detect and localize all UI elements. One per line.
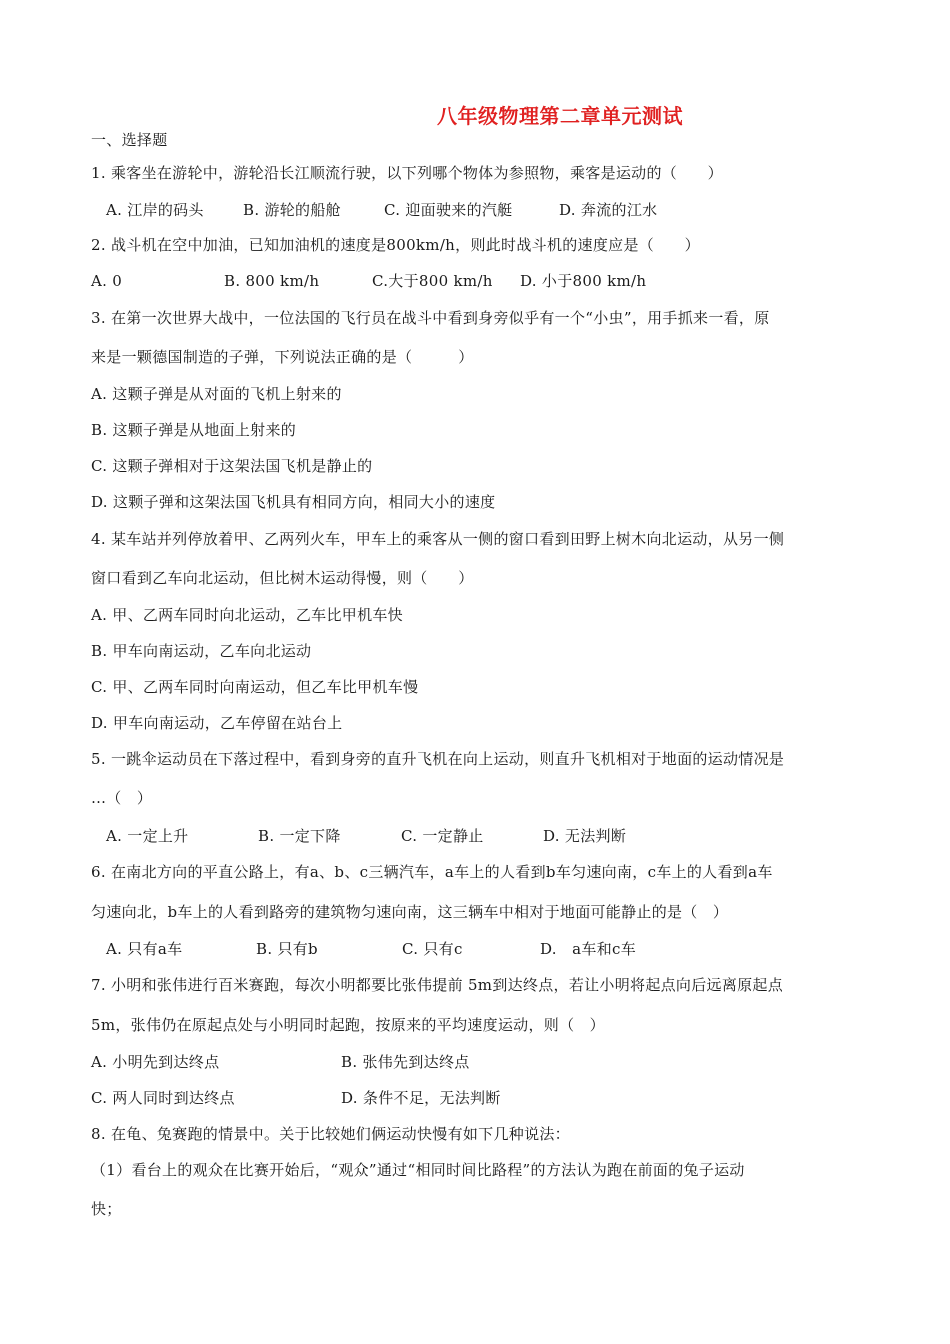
question-6-option-c: C. 只有c	[402, 940, 463, 958]
question-1-option-d: D. 奔流的江水	[559, 201, 658, 219]
question-2-option-a: A. 0	[91, 272, 123, 290]
question-4-stem-line-1: 4. 某车站并列停放着甲、乙两列火车，甲车上的乘客从一侧的窗口看到田野上树木向北运动，从另一侧	[91, 530, 785, 548]
question-3-option-b: B. 这颗子弹是从地面上射来的	[91, 421, 297, 439]
question-2-stem: 2. 战斗机在空中加油，已知加油机的速度是800km/h，则此时战斗机的速度应是（ ）	[91, 236, 700, 254]
question-6-option-b: B. 只有b	[256, 940, 318, 958]
question-4-option-a: A. 甲、乙两车同时向北运动，乙车比甲机车快	[91, 606, 403, 624]
question-4-option-c: C. 甲、乙两车同时向南运动，但乙车比甲机车慢	[91, 678, 419, 696]
question-1-stem: 1. 乘客坐在游轮中，游轮沿长江顺流行驶，以下列哪个物体为参照物，乘客是运动的（ ）	[91, 164, 723, 182]
question-7-option-c: C. 两人同时到达终点	[91, 1089, 235, 1107]
question-3-stem-line-2: 来是一颗德国制造的子弹，下列说法正确的是（ ）	[91, 348, 474, 366]
section-heading: 一、选择题	[91, 131, 168, 149]
question-1-option-a: A. 江岸的码头	[106, 201, 204, 219]
question-8-statement-1-line-1: （1）看台上的观众在比赛开始后，“观众”通过“相同时间比路程”的方法认为跑在前面的兔子运动	[91, 1161, 745, 1179]
question-1-option-b: B. 游轮的船舱	[243, 201, 341, 219]
question-1-option-c: C. 迎面驶来的汽艇	[384, 201, 513, 219]
question-2-option-c: C.大于800 km/h	[372, 272, 493, 290]
question-5-option-a: A. 一定上升	[106, 827, 189, 845]
question-8-statement-1-line-2: 快；	[91, 1200, 122, 1218]
question-2-option-d: D. 小于800 km/h	[520, 272, 647, 290]
question-7-stem-line-1: 7. 小明和张伟进行百米赛跑，每次小明都要比张伟提前 5m到达终点，若让小明将起点向后远离原起点	[91, 976, 784, 994]
question-5-option-b: B. 一定下降	[258, 827, 341, 845]
question-6-option-a: A. 只有a车	[106, 940, 183, 958]
question-3-stem-line-1: 3. 在第一次世界大战中，一位法国的飞行员在战斗中看到身旁似乎有一个“小虫”，用手抓来一看，原	[91, 309, 770, 327]
question-4-option-b: B. 甲车向南运动，乙车向北运动	[91, 642, 312, 660]
question-5-stem-line-2: …（ ）	[91, 789, 153, 807]
question-5-option-c: C. 一定静止	[401, 827, 484, 845]
question-6-stem-line-1: 6. 在南北方向的平直公路上，有a、b、c三辆汽车，a车上的人看到b车匀速向南，c车上的人看到a车	[91, 863, 773, 881]
question-6-stem-line-2: 匀速向北，b车上的人看到路旁的建筑物匀速向南，这三辆车中相对于地面可能静止的是（ ）	[91, 903, 729, 921]
question-7-option-b: B. 张伟先到达终点	[341, 1053, 470, 1071]
question-6-option-d: D. a车和c车	[540, 940, 637, 958]
question-7-option-d: D. 条件不足，无法判断	[341, 1089, 501, 1107]
question-3-option-d: D. 这颗子弹和这架法国飞机具有相同方向，相同大小的速度	[91, 493, 496, 511]
page-title: 八年级物理第二章单元测试	[437, 104, 683, 128]
question-5-stem-line-1: 5. 一跳伞运动员在下落过程中，看到身旁的直升飞机在向上运动，则直升飞机相对于地面的运动情况是	[91, 750, 785, 768]
question-4-stem-line-2: 窗口看到乙车向北运动，但比树木运动得慢，则（ ）	[91, 569, 474, 587]
question-4-option-d: D. 甲车向南运动，乙车停留在站台上	[91, 714, 343, 732]
question-2-option-b: B. 800 km/h	[224, 272, 320, 290]
question-7-stem-line-2: 5m，张伟仍在原起点处与小明同时起跑，按原来的平均速度运动，则（ ）	[91, 1016, 605, 1034]
question-5-option-d: D. 无法判断	[543, 827, 627, 845]
question-8-stem: 8. 在龟、兔赛跑的情景中。关于比较她们俩运动快慢有如下几种说法：	[91, 1125, 570, 1143]
question-7-option-a: A. 小明先到达终点	[91, 1053, 220, 1071]
question-3-option-a: A. 这颗子弹是从对面的飞机上射来的	[91, 385, 342, 403]
question-3-option-c: C. 这颗子弹相对于这架法国飞机是静止的	[91, 457, 373, 475]
